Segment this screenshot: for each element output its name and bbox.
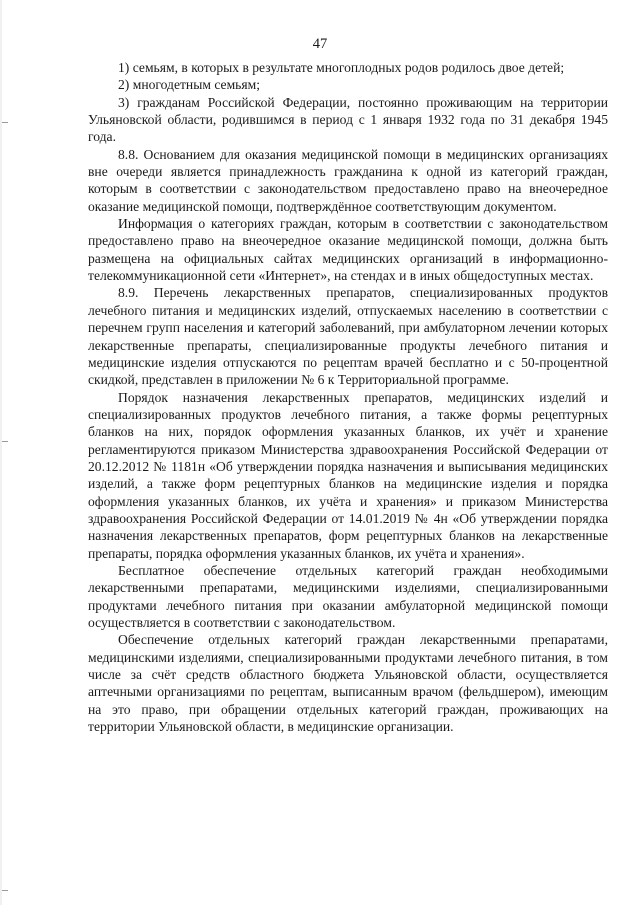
margin-mark [2,441,8,442]
margin-mark [2,122,8,123]
list-item-1: 1) семьям, в которых в результате многоплодных родов родилось двое детей; [118,60,565,75]
list-item-3: 3) гражданам Российской Федерации, постоянно проживающим на территории Ульяновской области, родившимся в период с 1 января 1932 года по 31 декабря 1945 года. [88,94,608,145]
paragraph-free-provision: Бесплатное обеспечение отдельных категорий граждан необходимыми лекарственными препаратами, медицинскими изделиями, специализированными продуктами лечебного питания при оказании амбулаторной медицинской помощи осуществляется в соответствии с законодательством. [88,562,608,630]
paragraph-8-9: 8.9. Перечень лекарственных препаратов, специализированных продуктов лечебного питания и медицинских изделий, отпускаемых населению в соответствии с перечнем групп населения и категорий заболеваний, при амбулаторном лечении которых лекарственные препараты, специализированные продукты лечебного питания и медицинские изделия отпускаются по рецептам врачей бесплатно и с 50-процентной скидкой, представлен в приложении № 6 к Территориальной программе. [88,285,608,388]
list-item-2: 2) многодетным семьям; [118,77,261,93]
page-number: 47 [312,36,328,52]
paragraph-information: Информация о категориях граждан, которым в соответствии с законодательством предоставлено право на внеочередное оказание медицинской помощи, должна быть размещена на официальных сайтах медицинских организаций в информационно-телекоммуникационной сети «Интернет», на стендах и в иных общедоступных местах. [88,216,608,284]
paragraph-8-8: 8.8. Основанием для оказания медицинской помощи в медицинских организациях вне очереди является принадлежность гражданина к одной из категорий граждан, которым в соответствии с законодательством предоставлено право на внеочередное оказание медицинской помощи, подтверждённое соответствующим документом. [88,146,608,214]
scan-edge [0,0,2,905]
paragraph-prescription-order: Порядок назначения лекарственных препаратов, медицинских изделий и специализированных продуктов лечебного питания, а также формы рецептурных бланков на них, порядок оформления указанных бланков, их учёт и хранение регламентируются приказом Министерства здравоохранения Российской Федерации от 20.12.2012 № 1181н «Об утверждении порядка назначения и выписывания медицинских изделий, а также форм рецептурных бланков на медицинские изделия и порядка оформления указанных бланков, их учёта и хранения» и приказом Министерства здравоохранения Российской Федерации от 14.01.2019 № 4н «Об утверждении порядка назначения лекарственных препаратов, форм рецептурных бланков на лекарственные препараты, порядка оформления указанных бланков, их учёта и хранения». [88,389,608,561]
margin-mark [2,890,8,891]
document-body [88,59,608,735]
paragraph-pharmacy-provision: Обеспечение отдельных категорий граждан лекарственными препаратами, медицинскими изделиями, специализированными продуктами лечебного питания, в том числе за счёт средств областного бюджета Ульяновской области, осуществляется аптечными организациями по рецептам, выписанным врачом (фельдшером), имеющим на это право, при обращении отдельных категорий граждан, проживающих на территории Ульяновской области, в медицинские организации. [88,632,608,735]
